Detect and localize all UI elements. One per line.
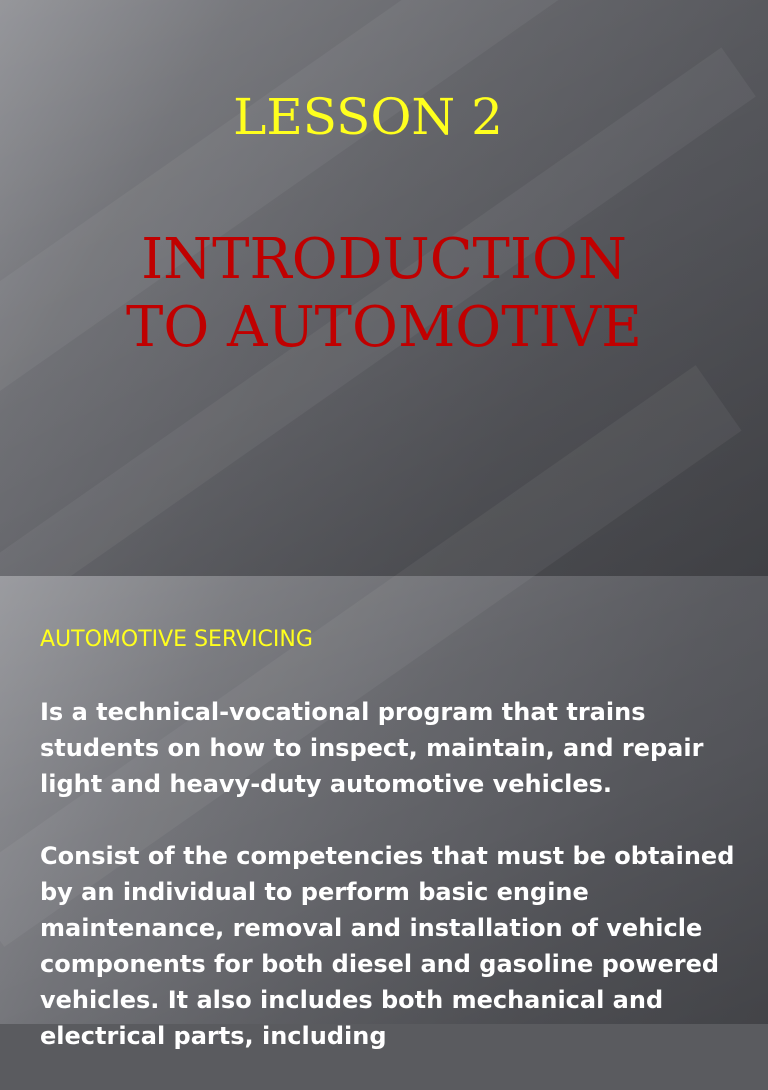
slide-title <box>0 226 768 362</box>
paragraph-program-description: Is a technical-vocational program that trains students on how to inspect, maintain, and repair light and heavy-duty automotive vehicles. <box>40 698 704 798</box>
lesson-number: LESSON 2 <box>233 88 503 146</box>
slide-title-line-2: TO AUTOMOTIVE <box>125 295 642 360</box>
paragraph-competencies: Consist of the competencies that must be obtained by an individual to perform basic engine maintenance, removal and installation of vehicle components for both diesel and gasoline powered vehicles. It also includes both mechanical and electrical parts, including <box>40 842 735 1050</box>
slide-title-line-1: INTRODUCTION <box>141 227 627 292</box>
section-heading: AUTOMOTIVE SERVICING <box>40 627 313 652</box>
slide-content <box>40 622 740 1090</box>
content-slide <box>0 576 768 1050</box>
